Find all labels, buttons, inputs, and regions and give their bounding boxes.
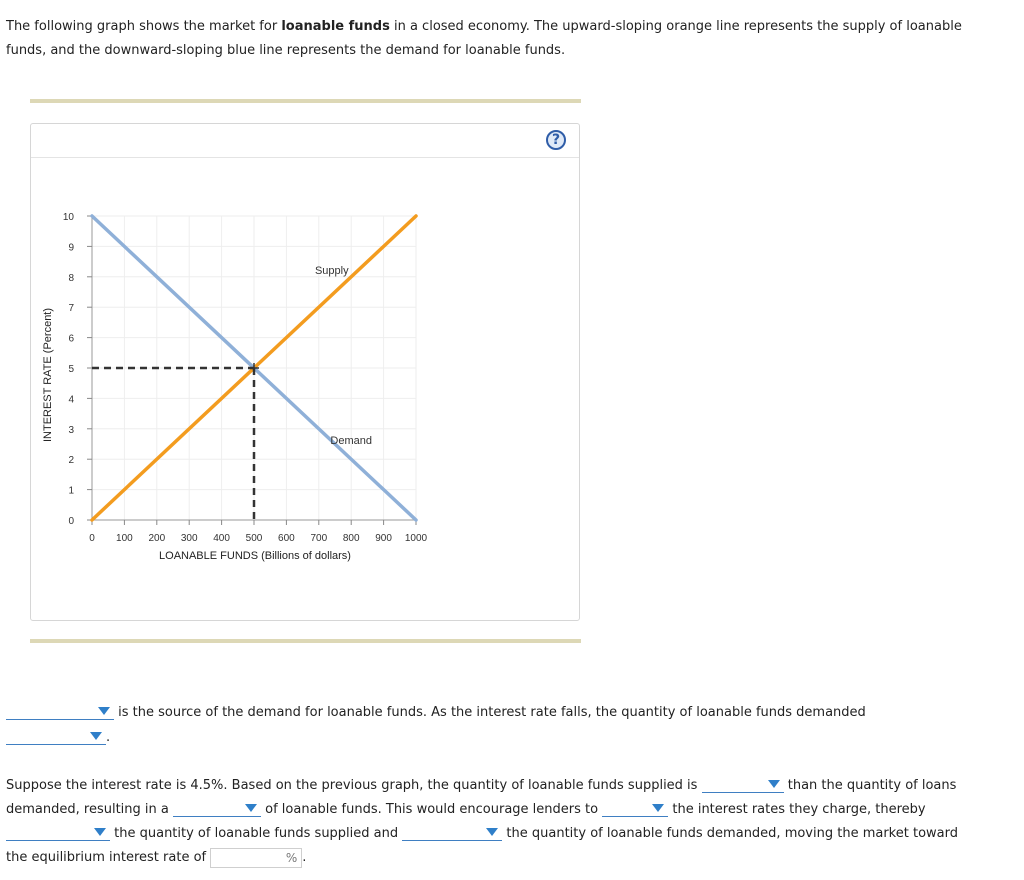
question-2-line-1: [6, 774, 956, 798]
x-tick-label: 800: [342, 533, 360, 544]
y-tick-label: 10: [62, 212, 74, 223]
x-axis-title: LOANABLE FUNDS (Billions of dollars): [159, 550, 351, 562]
q1-text-a: is the source of the demand for loanable funds. As the interest rate falls, the quantity of loanable funds demanded: [118, 705, 866, 720]
y-tick-label: 4: [68, 394, 74, 406]
graph-panel: [30, 123, 580, 621]
x-tick-label: 1000: [404, 533, 428, 544]
q2-text-2c: the interest rates they charge, thereby: [672, 802, 926, 817]
y-tick-label: 7: [68, 303, 74, 315]
x-tick-label: 500: [245, 533, 263, 544]
top-divider: [30, 99, 581, 103]
x-tick-label: 100: [116, 533, 133, 544]
loanable-funds-chart: [31, 124, 579, 620]
bottom-divider: [30, 639, 581, 643]
supply-change-dropdown[interactable]: [6, 826, 110, 841]
q2-text-4a: the equilibrium interest rate of: [6, 850, 207, 865]
q2-text-3a: the quantity of loanable funds supplied and: [114, 826, 399, 841]
x-tick-label: 700: [310, 533, 328, 544]
question-2-line-3: [6, 822, 958, 846]
chevron-down-icon: [768, 780, 780, 788]
x-tick-label: 400: [213, 533, 230, 544]
y-tick-label: 3: [68, 424, 74, 436]
y-tick-label: 5: [68, 364, 74, 375]
y-tick-label: 2: [68, 455, 74, 467]
x-tick-label: 0: [89, 533, 95, 544]
q2-text-1a: Suppose the interest rate is 4.5%. Based on the previous graph, the quantity of loanable funds supplied is: [6, 778, 698, 793]
market-condition-dropdown[interactable]: [173, 802, 261, 817]
supplied-comparison-dropdown[interactable]: [702, 778, 784, 793]
q2-text-4-end: .: [302, 850, 307, 865]
chevron-down-icon: [652, 804, 664, 812]
chevron-down-icon: [90, 732, 102, 740]
intro-bold-term: loanable funds: [281, 19, 390, 34]
question-1-line-1: [6, 701, 866, 725]
chevron-down-icon: [98, 707, 110, 715]
intro-paragraph: [6, 15, 1006, 63]
demand-source-dropdown[interactable]: [6, 705, 114, 720]
x-tick-label: 300: [180, 533, 198, 544]
series-demand-label: Demand: [330, 435, 372, 447]
percent-unit: %: [285, 850, 298, 865]
q2-text-2b: of loanable funds. This would encourage lenders to: [265, 802, 599, 817]
y-tick-label: 6: [68, 333, 74, 345]
chevron-down-icon: [94, 828, 106, 836]
x-tick-label: 900: [375, 533, 392, 544]
question-1-line-2: [6, 726, 110, 750]
y-tick-label: 9: [68, 242, 74, 254]
x-tick-label: 200: [148, 533, 166, 544]
equilibrium-rate-input[interactable]: [210, 848, 302, 868]
y-tick-label: 1: [68, 485, 74, 497]
q1-text-b: .: [106, 730, 111, 745]
question-2-line-2: [6, 798, 926, 822]
x-tick-label: 600: [278, 533, 295, 544]
series-supply-label: Supply: [314, 264, 349, 277]
y-tick-label: 8: [68, 272, 74, 284]
q2-text-2a: demanded, resulting in a: [6, 802, 169, 817]
help-icon[interactable]: ?: [546, 130, 566, 150]
chevron-down-icon: [486, 828, 498, 836]
intro-text-1: The following graph shows the market for: [6, 19, 282, 34]
question-2-line-4: [6, 846, 306, 870]
chevron-down-icon: [245, 804, 257, 812]
lender-action-dropdown[interactable]: [602, 802, 668, 817]
demand-change-dropdown[interactable]: [402, 826, 502, 841]
intro-text-2: in a closed economy. The upward-sloping orange line represents the supply of loanable funds, and the downward-sloping blue line represents the demand for loanable funds.: [6, 19, 962, 58]
quantity-demanded-dropdown[interactable]: [6, 730, 106, 745]
q2-text-1b: than the quantity of loans: [787, 778, 957, 793]
y-tick-label: 0: [68, 516, 74, 527]
q2-text-3b: the quantity of loanable funds demanded, moving the market toward: [506, 826, 958, 841]
y-axis-title: INTEREST RATE (Percent): [42, 307, 54, 443]
